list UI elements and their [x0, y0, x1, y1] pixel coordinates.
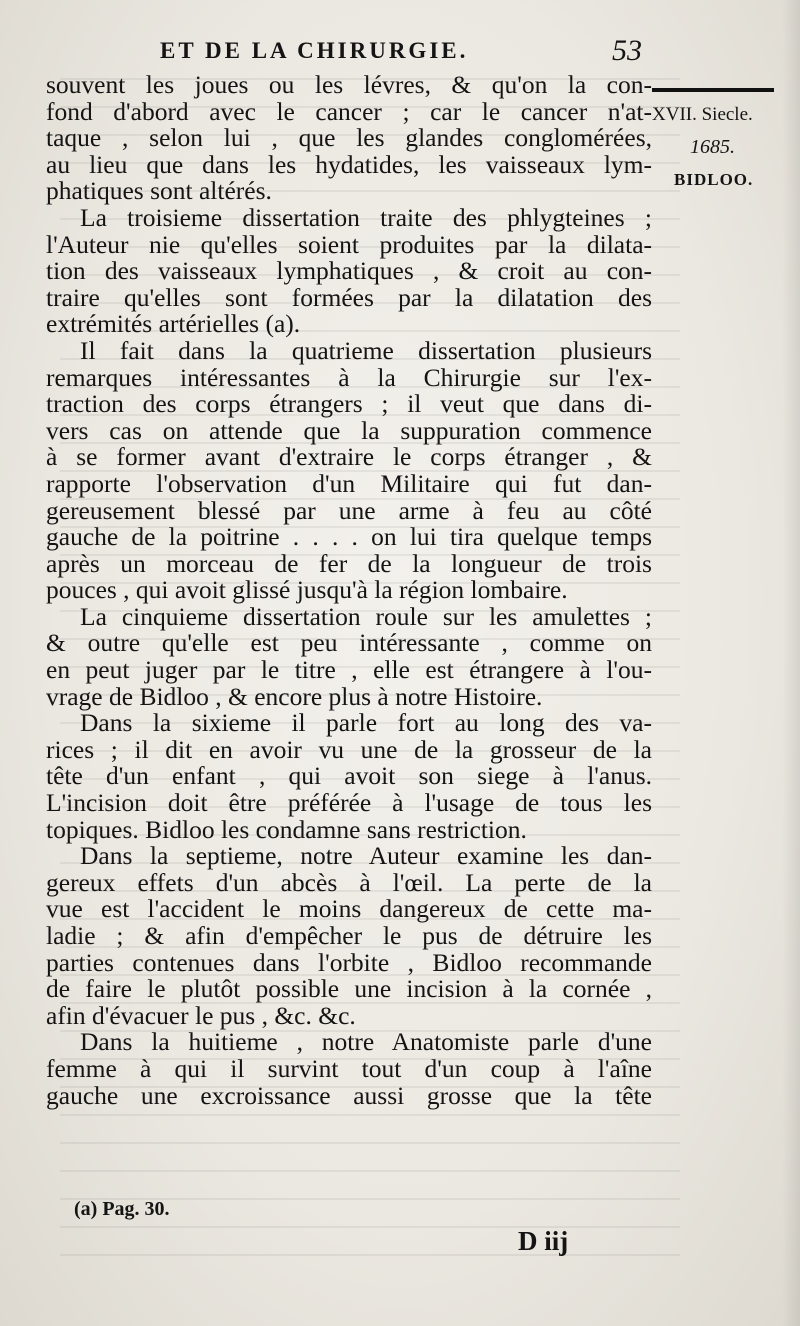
text-line: femme à qui il survint tout d'un coup à l'aîne [46, 1053, 652, 1083]
text-line: l'Auteur nie qu'elles soient produites par la dilata- [46, 229, 652, 259]
running-title: ET DE LA CHIRURGIE. [160, 38, 469, 63]
text-line: remarques intéressantes à la Chirurgie sur l'ex- [46, 362, 652, 392]
text-line: rapporte l'observation d'un Militaire qui fut dan- [46, 468, 652, 498]
text-line: gereux effets d'un abcès à l'œil. La perte de la [46, 867, 652, 897]
text-line: fond d'abord avec le cancer ; car le cancer n'at- [46, 96, 652, 126]
text-line: en peut juger par le titre , elle est étrangere à l'ou- [46, 655, 652, 685]
page-number: 53 [612, 34, 642, 67]
margin-note-name: BIDLOO. [674, 170, 754, 189]
text-line: après un morceau de fer de la longueur de trois [46, 548, 652, 578]
text-line: traction des corps étrangers ; il veut que dans di- [46, 389, 652, 419]
text-line: Dans la huitieme , notre Anatomiste parle d'une [80, 1027, 652, 1057]
text-line: La cinquieme dissertation roule sur les amulettes ; [80, 601, 652, 631]
text-line: phatiques sont altérés. [46, 176, 272, 206]
text-line: gauche une excroissance aussi grosse que la tête [46, 1080, 652, 1110]
text-line: topiques. Bidloo les condamne sans restriction. [46, 814, 527, 844]
text-line: afin d'évacuer le pus , &c. &c. [46, 1000, 356, 1030]
text-line: pouces , qui avoit glissé jusqu'à la région lombaire. [46, 575, 568, 605]
text-line: La troisieme dissertation traite des phlygteines ; [80, 202, 652, 232]
text-line: au lieu que dans les hydatides, les vaisseaux lym- [46, 149, 652, 179]
text-line: à se former avant d'extraire le corps étranger , & [46, 442, 652, 472]
text-line: Dans la septieme, notre Auteur examine les dan- [80, 841, 652, 871]
text-line: taque , selon lui , que les glandes conglomérées, [46, 123, 652, 153]
signature-mark: D iij [518, 1226, 569, 1256]
text-line: gauche de la poitrine . . . . on lui tira quelque temps [46, 522, 652, 552]
text-line: ladie ; & afin d'empêcher le pus de détruire les [46, 921, 652, 950]
text-line: tion des vaisseaux lymphatiques , & croit au con- [46, 256, 652, 286]
text-line: & outre qu'elle est peu intéressante , comme on [46, 628, 652, 658]
text-line: vrage de Bidloo , & encore plus à notre Histoire. [46, 681, 543, 711]
text-line: Il fait dans la quatrieme dissertation plusieurs [80, 335, 652, 365]
text-line: gereusement blessé par une arme à feu au côté [46, 495, 652, 525]
text-line: vers cas on attende que la suppuration commence [46, 415, 652, 445]
text-line: Dans la sixieme il parle fort au long des va- [80, 708, 652, 738]
text-line: L'incision doit être préférée à l'usage de tous les [46, 788, 652, 818]
text-line: tête d'un enfant , qui avoit son siege à l'anus. [46, 761, 652, 791]
text-line: souvent les joues ou les lévres, & qu'on la con- [46, 70, 652, 99]
text-line: parties contenues dans l'orbite , Bidloo recommande [46, 947, 652, 977]
text-line: vue est l'accident le moins dangereux de cette ma- [46, 894, 652, 924]
margin-rule [652, 88, 774, 92]
margin-note-century: XVII. Siecle. [652, 104, 753, 125]
text-line: traire qu'elles sont formées par la dilatation des [46, 282, 652, 312]
page-edge-shadow [782, 0, 800, 1326]
text-line: extrémités artérielles (a). [46, 309, 301, 339]
margin-note-year: 1685. [690, 136, 735, 158]
body-text [46, 72, 652, 1109]
text-line: de faire le plutôt possible une incision à la cornée , [46, 974, 652, 1004]
text-line: rices ; il dit en avoir vu une de la grosseur de la [46, 734, 652, 764]
footnote: (a) Pag. 30. [74, 1198, 170, 1220]
